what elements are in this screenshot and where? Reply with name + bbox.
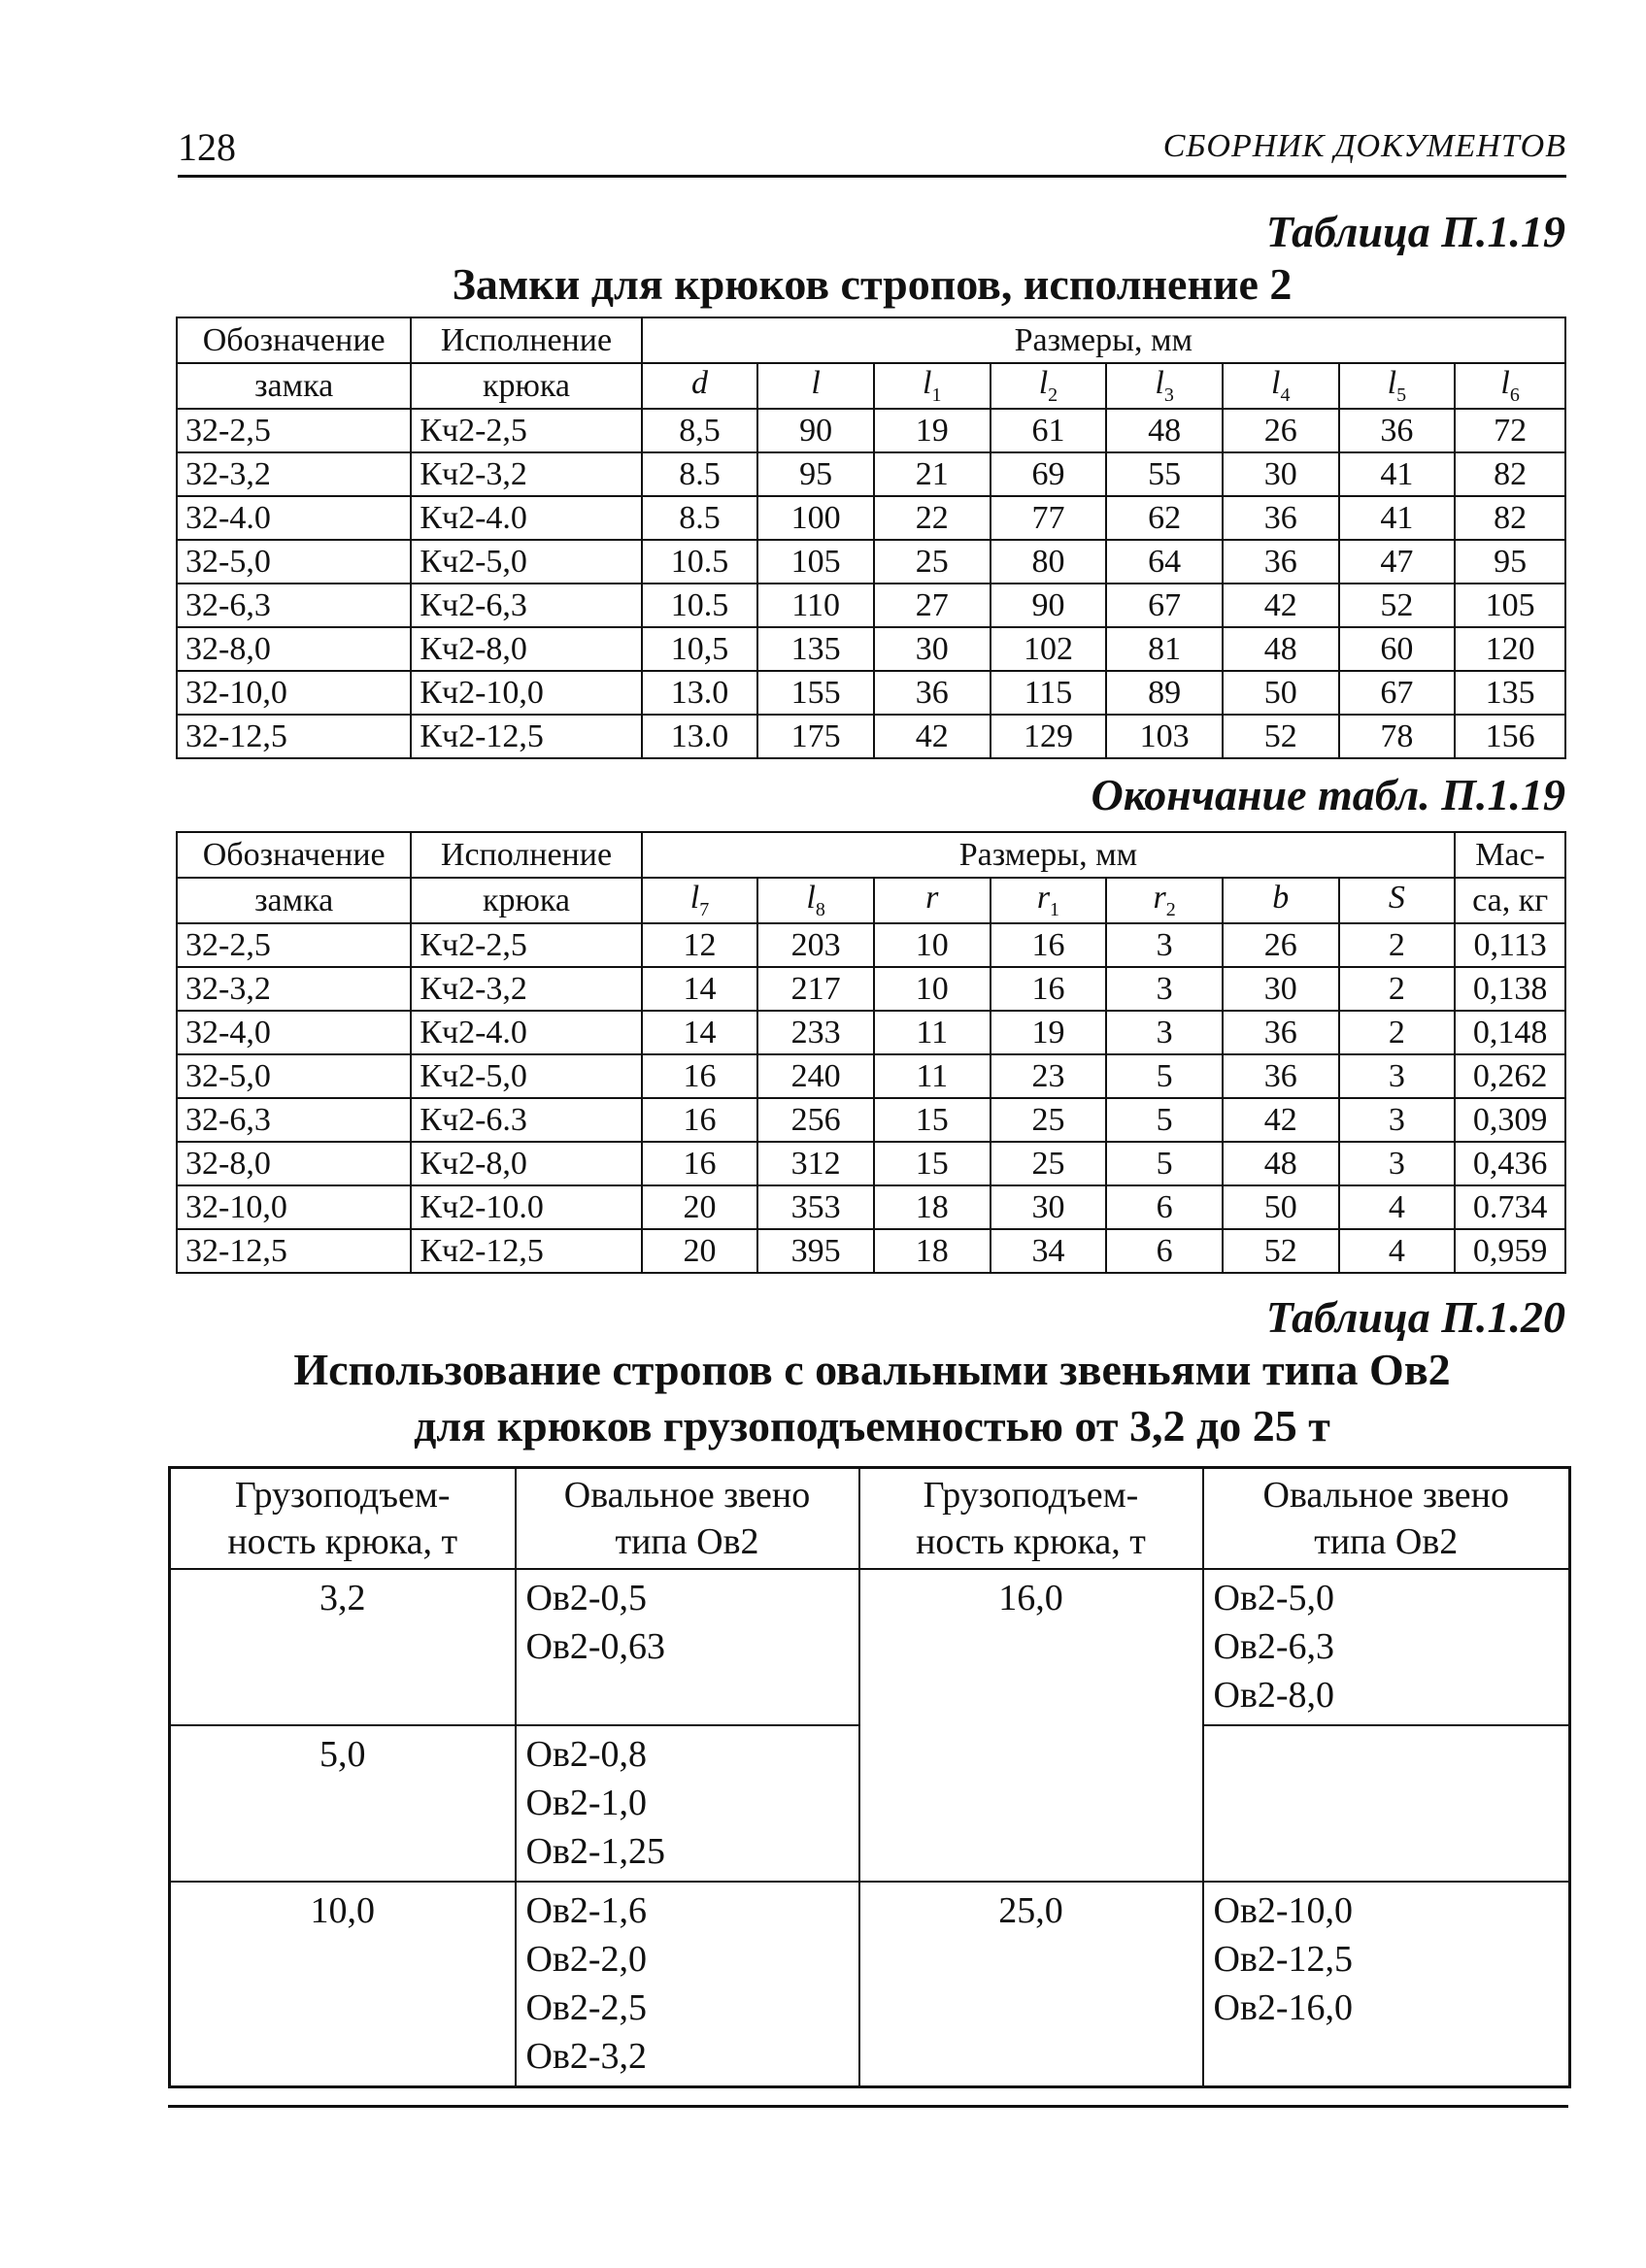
- value-cell: 110: [757, 584, 874, 627]
- table3-head-link-left: Овальное звено типа Ов2: [516, 1468, 859, 1570]
- value-cell: 0.734: [1455, 1185, 1565, 1229]
- value-cell: 10: [874, 923, 991, 967]
- value-cell: 50: [1223, 671, 1339, 715]
- value-cell: 16: [642, 1142, 758, 1185]
- table2-locks-continued: [176, 831, 1566, 1274]
- table3-title-line1: Использование стропов с овальными звеньями типа Ов2: [293, 1345, 1451, 1394]
- table2-dim-header: b: [1223, 878, 1339, 923]
- table-row: [177, 967, 1565, 1011]
- value-cell: 34: [991, 1229, 1107, 1273]
- value-cell: 52: [1339, 584, 1456, 627]
- value-cell: 129: [991, 715, 1107, 758]
- value-cell: 15: [874, 1142, 991, 1185]
- value-cell: 12: [642, 923, 758, 967]
- lock-designation-cell: 32-6,3: [177, 584, 411, 627]
- value-cell: 95: [757, 452, 874, 496]
- value-cell: 89: [1106, 671, 1223, 715]
- hook-version-cell: Кч2-5,0: [411, 1054, 641, 1098]
- value-cell: 19: [991, 1011, 1107, 1054]
- table1-head-hook: Исполнение: [411, 317, 641, 363]
- value-cell: 11: [874, 1011, 991, 1054]
- value-cell: 81: [1106, 627, 1223, 671]
- table1-dim-header: $l_2$: [991, 363, 1107, 409]
- value-cell: 41: [1339, 496, 1456, 540]
- lock-designation-cell: 32-4,0: [177, 1011, 411, 1054]
- value-cell: 18: [874, 1229, 991, 1273]
- bottom-rule: [168, 2105, 1568, 2108]
- value-cell: 10,5: [642, 627, 758, 671]
- value-cell: 77: [991, 496, 1107, 540]
- value-cell: 30: [991, 1185, 1107, 1229]
- oval-link-item: Ов2-16,0: [1213, 1987, 1354, 2028]
- oval-link-item: Ов2-0,63: [525, 1626, 666, 1667]
- value-cell: 36: [874, 671, 991, 715]
- hook-version-cell: Кч2-3,2: [411, 452, 641, 496]
- table3-links-cell: [1203, 1569, 1570, 1725]
- value-cell: 36: [1223, 540, 1339, 584]
- value-cell: 120: [1455, 627, 1565, 671]
- value-cell: 3: [1339, 1098, 1456, 1142]
- value-cell: 2: [1339, 923, 1456, 967]
- table1-dim-header: $l_3$: [1106, 363, 1223, 409]
- value-cell: 16: [642, 1098, 758, 1142]
- oval-link-item: Ов2-1,25: [525, 1831, 666, 1872]
- value-cell: 69: [991, 452, 1107, 496]
- value-cell: 8.5: [642, 496, 758, 540]
- lock-designation-cell: 32-4.0: [177, 496, 411, 540]
- value-cell: 312: [757, 1142, 874, 1185]
- table3-links-cell: [516, 1882, 859, 2087]
- hook-version-cell: Кч2-12,5: [411, 1229, 641, 1273]
- table-row: [177, 1185, 1565, 1229]
- table2-head-dimensions: Размеры, мм: [642, 832, 1456, 878]
- table3-links-cell: [516, 1725, 859, 1882]
- table2-dim-header: $l_7$: [642, 878, 758, 923]
- value-cell: 353: [757, 1185, 874, 1229]
- table2-head-lock: Обозначение: [177, 832, 411, 878]
- value-cell: 217: [757, 967, 874, 1011]
- lock-designation-cell: 32-6,3: [177, 1098, 411, 1142]
- value-cell: 175: [757, 715, 874, 758]
- value-cell: 67: [1339, 671, 1456, 715]
- value-cell: 16: [991, 923, 1107, 967]
- value-cell: 52: [1223, 715, 1339, 758]
- table1-dim-header: d: [642, 363, 758, 409]
- oval-link-item: Ов2-1,0: [525, 1783, 648, 1823]
- lock-designation-cell: 32-10,0: [177, 1185, 411, 1229]
- oval-link-item: Ов2-3,2: [525, 2036, 648, 2077]
- value-cell: 22: [874, 496, 991, 540]
- hook-version-cell: Кч2-6,3: [411, 584, 641, 627]
- table2-head-lock-2: замка: [177, 878, 411, 923]
- value-cell: 13.0: [642, 671, 758, 715]
- table-row: [177, 540, 1565, 584]
- value-cell: 14: [642, 1011, 758, 1054]
- table2-head-mass-2: са, кг: [1455, 878, 1565, 923]
- value-cell: 90: [757, 409, 874, 452]
- value-cell: 25: [874, 540, 991, 584]
- value-cell: 52: [1223, 1229, 1339, 1273]
- value-cell: 95: [1455, 540, 1565, 584]
- value-cell: 30: [874, 627, 991, 671]
- oval-link-item: Ов2-10,0: [1213, 1890, 1354, 1931]
- value-cell: 15: [874, 1098, 991, 1142]
- hook-version-cell: Кч2-3,2: [411, 967, 641, 1011]
- value-cell: 78: [1339, 715, 1456, 758]
- value-cell: 3: [1106, 1011, 1223, 1054]
- value-cell: 0,309: [1455, 1098, 1565, 1142]
- value-cell: 16: [642, 1054, 758, 1098]
- value-cell: 48: [1106, 409, 1223, 452]
- value-cell: 8.5: [642, 452, 758, 496]
- value-cell: 26: [1223, 923, 1339, 967]
- table-row: [177, 671, 1565, 715]
- value-cell: 240: [757, 1054, 874, 1098]
- table2-dim-header: $l_8$: [757, 878, 874, 923]
- hook-version-cell: Кч2-4.0: [411, 1011, 641, 1054]
- value-cell: 0,262: [1455, 1054, 1565, 1098]
- value-cell: 105: [1455, 584, 1565, 627]
- hook-version-cell: Кч2-2,5: [411, 409, 641, 452]
- table-row: [177, 1142, 1565, 1185]
- value-cell: 3: [1339, 1054, 1456, 1098]
- oval-link-item: Ов2-1,6: [525, 1890, 648, 1931]
- table-row: [177, 496, 1565, 540]
- value-cell: 20: [642, 1185, 758, 1229]
- page-number: 128: [178, 125, 236, 169]
- value-cell: 2: [1339, 1011, 1456, 1054]
- table3-capacity-cell: 16,0: [859, 1569, 1203, 1882]
- table2-dim-header: r: [874, 878, 991, 923]
- value-cell: 20: [642, 1229, 758, 1273]
- value-cell: 36: [1223, 1054, 1339, 1098]
- value-cell: 256: [757, 1098, 874, 1142]
- value-cell: 42: [1223, 1098, 1339, 1142]
- table-row: [177, 627, 1565, 671]
- table3-head-link-right: Овальное звено типа Ов2: [1203, 1468, 1570, 1570]
- lock-designation-cell: 32-8,0: [177, 1142, 411, 1185]
- lock-designation-cell: 32-3,2: [177, 452, 411, 496]
- hook-version-cell: Кч2-6.3: [411, 1098, 641, 1142]
- page-header: [178, 124, 1566, 178]
- table-row: [177, 584, 1565, 627]
- lock-designation-cell: 32-2,5: [177, 923, 411, 967]
- table2-dim-header: $r_2$: [1106, 878, 1223, 923]
- lock-designation-cell: 32-12,5: [177, 1229, 411, 1273]
- lock-designation-cell: 32-5,0: [177, 1054, 411, 1098]
- table-row: [177, 1054, 1565, 1098]
- value-cell: 3: [1106, 967, 1223, 1011]
- value-cell: 23: [991, 1054, 1107, 1098]
- table2-head-mass: Мас-: [1455, 832, 1565, 878]
- table1-dim-header: $l_5$: [1339, 363, 1456, 409]
- value-cell: 395: [757, 1229, 874, 1273]
- table3-capacity-cell: 3,2: [170, 1569, 516, 1725]
- value-cell: 6: [1106, 1185, 1223, 1229]
- table1-head-hook-2: крюка: [411, 363, 641, 409]
- hook-version-cell: Кч2-2,5: [411, 923, 641, 967]
- value-cell: 67: [1106, 584, 1223, 627]
- value-cell: 5: [1106, 1054, 1223, 1098]
- table3-links-cell: [1203, 1882, 1570, 2087]
- value-cell: 102: [991, 627, 1107, 671]
- table3-capacity-cell: 5,0: [170, 1725, 516, 1882]
- value-cell: 25: [991, 1142, 1107, 1185]
- table2-label: Окончание табл. П.1.19: [1091, 770, 1565, 819]
- value-cell: 80: [991, 540, 1107, 584]
- value-cell: 0,148: [1455, 1011, 1565, 1054]
- value-cell: 13.0: [642, 715, 758, 758]
- table3-capacity-cell: 25,0: [859, 1882, 1203, 2087]
- value-cell: 48: [1223, 627, 1339, 671]
- table1-dim-header: l: [757, 363, 874, 409]
- table-row: [177, 923, 1565, 967]
- value-cell: 11: [874, 1054, 991, 1098]
- value-cell: 10.5: [642, 540, 758, 584]
- value-cell: 47: [1339, 540, 1456, 584]
- value-cell: 64: [1106, 540, 1223, 584]
- value-cell: 36: [1223, 1011, 1339, 1054]
- value-cell: 30: [1223, 967, 1339, 1011]
- value-cell: 2: [1339, 967, 1456, 1011]
- value-cell: 16: [991, 967, 1107, 1011]
- value-cell: 135: [1455, 671, 1565, 715]
- value-cell: 3: [1106, 923, 1223, 967]
- value-cell: 5: [1106, 1142, 1223, 1185]
- table2-head-hook-2: крюка: [411, 878, 641, 923]
- value-cell: 41: [1339, 452, 1456, 496]
- value-cell: 90: [991, 584, 1107, 627]
- value-cell: 55: [1106, 452, 1223, 496]
- value-cell: 42: [1223, 584, 1339, 627]
- value-cell: 72: [1455, 409, 1565, 452]
- value-cell: 26: [1223, 409, 1339, 452]
- hook-version-cell: Кч2-8,0: [411, 1142, 641, 1185]
- value-cell: 30: [1223, 452, 1339, 496]
- table2-head-hook: Исполнение: [411, 832, 641, 878]
- value-cell: 42: [874, 715, 991, 758]
- table2-body: [177, 923, 1565, 1273]
- value-cell: 48: [1223, 1142, 1339, 1185]
- table1-title: Замки для крюков стропов, исполнение 2: [452, 259, 1293, 309]
- value-cell: 103: [1106, 715, 1223, 758]
- table1-head-lock-2: замка: [177, 363, 411, 409]
- table3-oval-links: [168, 1466, 1571, 2088]
- oval-link-item: Ов2-0,8: [525, 1734, 648, 1775]
- value-cell: 10: [874, 967, 991, 1011]
- value-cell: 10.5: [642, 584, 758, 627]
- table3-capacity-cell: 10,0: [170, 1882, 516, 2087]
- value-cell: 36: [1223, 496, 1339, 540]
- table2-dim-header: S: [1339, 878, 1456, 923]
- lock-designation-cell: 32-12,5: [177, 715, 411, 758]
- oval-link-item: Ов2-2,5: [525, 1987, 648, 2028]
- value-cell: 0,138: [1455, 967, 1565, 1011]
- hook-version-cell: Кч2-10,0: [411, 671, 641, 715]
- lock-designation-cell: 32-3,2: [177, 967, 411, 1011]
- value-cell: 100: [757, 496, 874, 540]
- value-cell: 82: [1455, 496, 1565, 540]
- table-row: [177, 1229, 1565, 1273]
- value-cell: 155: [757, 671, 874, 715]
- value-cell: 4: [1339, 1185, 1456, 1229]
- value-cell: 4: [1339, 1229, 1456, 1273]
- table-row: [177, 715, 1565, 758]
- table1-dim-header: $l_1$: [874, 363, 991, 409]
- table3-title-line2: для крюков грузоподъемностью от 3,2 до 25 т: [414, 1401, 1330, 1451]
- table2-dim-header: $r_1$: [991, 878, 1107, 923]
- value-cell: 50: [1223, 1185, 1339, 1229]
- value-cell: 25: [991, 1098, 1107, 1142]
- value-cell: 3: [1339, 1142, 1456, 1185]
- table3-label: Таблица П.1.20: [1265, 1292, 1565, 1342]
- value-cell: 21: [874, 452, 991, 496]
- value-cell: 27: [874, 584, 991, 627]
- table3-head-capacity-right: Грузоподъем- ность крюка, т: [859, 1468, 1203, 1570]
- value-cell: 156: [1455, 715, 1565, 758]
- table1-body: [177, 409, 1565, 758]
- value-cell: 233: [757, 1011, 874, 1054]
- hook-version-cell: Кч2-10.0: [411, 1185, 641, 1229]
- hook-version-cell: Кч2-8,0: [411, 627, 641, 671]
- value-cell: 18: [874, 1185, 991, 1229]
- value-cell: 6: [1106, 1229, 1223, 1273]
- table3-empty-cell: [1203, 1725, 1570, 1882]
- hook-version-cell: Кч2-12,5: [411, 715, 641, 758]
- value-cell: 82: [1455, 452, 1565, 496]
- table-row: [177, 1098, 1565, 1142]
- value-cell: 8,5: [642, 409, 758, 452]
- value-cell: 135: [757, 627, 874, 671]
- value-cell: 105: [757, 540, 874, 584]
- value-cell: 14: [642, 967, 758, 1011]
- table1-head-lock: Обозначение: [177, 317, 411, 363]
- table-row: [177, 409, 1565, 452]
- table1-dim-header: $l_4$: [1223, 363, 1339, 409]
- table1-locks: [176, 317, 1566, 759]
- value-cell: 0,436: [1455, 1142, 1565, 1185]
- value-cell: 203: [757, 923, 874, 967]
- lock-designation-cell: 32-2,5: [177, 409, 411, 452]
- oval-link-item: Ов2-2,0: [525, 1939, 648, 1980]
- table3-links-cell: [516, 1569, 859, 1725]
- hook-version-cell: Кч2-4.0: [411, 496, 641, 540]
- running-head: СБОРНИК ДОКУМЕНТОВ: [1162, 128, 1566, 164]
- hook-version-cell: Кч2-5,0: [411, 540, 641, 584]
- table1-dim-header: $l_6$: [1455, 363, 1565, 409]
- table1-head-dimensions: Размеры, мм: [642, 317, 1565, 363]
- table-row: [177, 452, 1565, 496]
- lock-designation-cell: 32-5,0: [177, 540, 411, 584]
- oval-link-item: Ов2-8,0: [1213, 1675, 1335, 1716]
- value-cell: 115: [991, 671, 1107, 715]
- oval-link-item: Ов2-0,5: [525, 1578, 648, 1618]
- value-cell: 36: [1339, 409, 1456, 452]
- value-cell: 0,959: [1455, 1229, 1565, 1273]
- table-row: [177, 1011, 1565, 1054]
- table3-head-capacity-left: Грузоподъем- ность крюка, т: [170, 1468, 516, 1570]
- oval-link-item: Ов2-12,5: [1213, 1939, 1354, 1980]
- oval-link-item: Ов2-6,3: [1213, 1626, 1335, 1667]
- value-cell: 60: [1339, 627, 1456, 671]
- lock-designation-cell: 32-10,0: [177, 671, 411, 715]
- value-cell: 0,113: [1455, 923, 1565, 967]
- value-cell: 61: [991, 409, 1107, 452]
- value-cell: 62: [1106, 496, 1223, 540]
- value-cell: 19: [874, 409, 991, 452]
- lock-designation-cell: 32-8,0: [177, 627, 411, 671]
- value-cell: 5: [1106, 1098, 1223, 1142]
- table1-label: Таблица П.1.19: [1265, 207, 1565, 256]
- oval-link-item: Ов2-5,0: [1213, 1578, 1335, 1618]
